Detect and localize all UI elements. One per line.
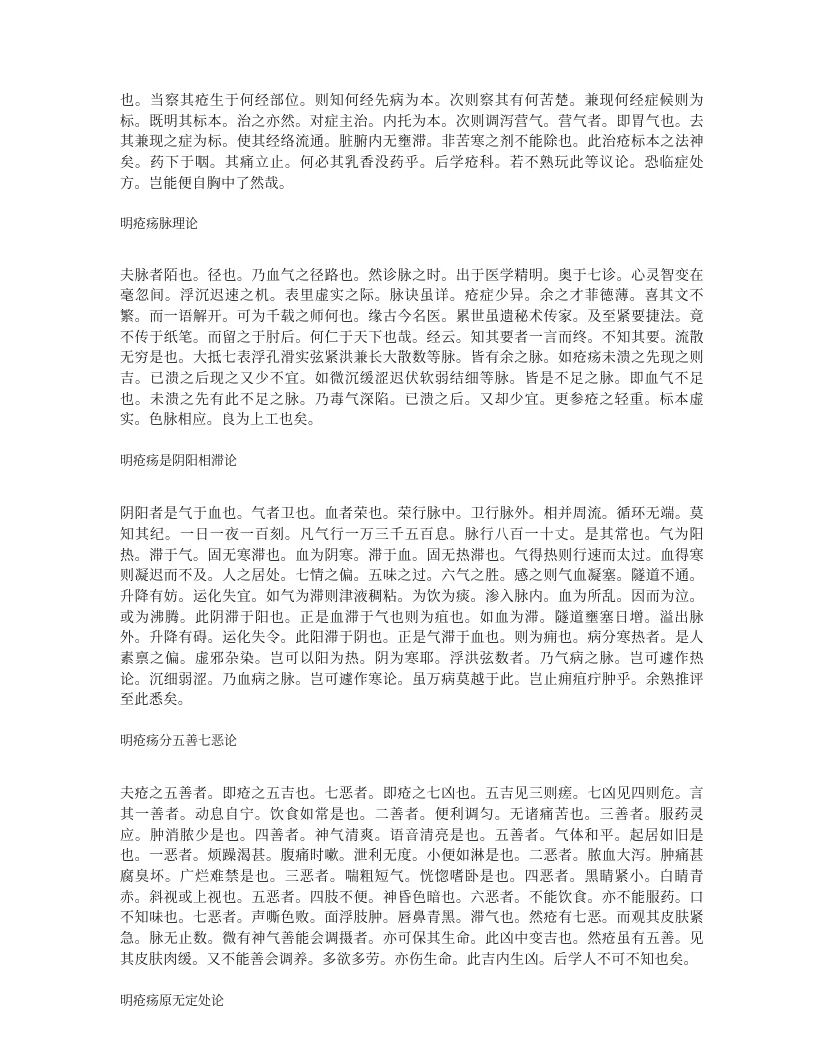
document-page — [120, 91, 704, 1012]
section-heading: 明疮疡分五善七恶论 — [120, 734, 238, 750]
section-heading: 明疮疡原无定处论 — [120, 993, 225, 1009]
paragraph: 夫脉者陌也。径也。乃血气之径路也。然诊脉之时。出于医学精明。奥于七诊。心灵智变在毫忽间。浮沉迟速之机。表里虚实之际。脉诀虽详。疮症少异。余之才菲德薄。喜其文不繁。而一语解开。可为千载之师何也。缘古今名医。累世虽遗秘术传家。及至紧要捷法。竟不传于纸笔。而留之于肘后。何仁于天下也哉。经云。知其要者一言而终。不知其要。流散无穷是也。大抵七表浮孔滑实弦紧洪兼长大散数等脉。皆有余之脉。如疮疡未溃之先现之则吉。已溃之后现之又少不宜。如微沉缓涩迟伏软弱结细等脉。皆是不足之脉。即血气不足也。未溃之先有此不足之脉。乃毒气深陷。已溃之后。又却少宜。更参疮之轻重。标本虚实。色脉相应。良为上工也矣。 — [120, 267, 704, 429]
section-heading: 明疮疡脉理论 — [120, 216, 199, 232]
paragraph: 夫疮之五善者。即疮之五吉也。七恶者。即疮之七凶也。五吉见三则瘥。七凶见四则危。言其一善者。动息自宁。饮食如常是也。二善者。便利调匀。无诸痛苦也。三善者。服药灵应。肿消脓少是也。四善者。神气清爽。语音清亮是也。五善者。气体和平。起居如旧是也。一恶者。烦躁渴甚。腹痛时嗽。泄利无度。小便如淋是也。二恶者。脓血大泻。肿痛甚腐臭坏。广烂难禁是也。三恶者。喘粗短气。恍惚嗜卧是也。四恶者。黑睛紧小。白睛青赤。斜视或上视也。五恶者。四肢不便。神昏色暗也。六恶者。不能饮食。亦不能服药。口不知味也。七恶者。声嘶色败。面浮肢肿。唇鼻青黑。滞气也。然疮有七恶。而观其皮肤紧急。脉无止数。微有神气善能会调摄者。亦可保其生命。此凶中变吉也。然疮虽有五善。见其皮肤肉缓。又不能善会调养。多欲多劳。亦伤生命。此吉内生凶。后学人不可不知也矣。 — [120, 786, 704, 968]
section-heading: 明疮疡是阴阳相滞论 — [120, 454, 238, 470]
paragraph: 也。当察其疮生于何经部位。则知何经先病为本。次则察其有何苦楚。兼现何经症候则为标。既明其标本。治之亦然。对症主治。内托为本。次则调泻营气。营气者。即胃气也。去其兼现之症为标。使其经络流通。脏腑内无壅滞。非苦寒之剂不能除也。此治疮标本之法神矣。药下于咽。其痛立止。何必其乳香没药乎。后学疮科。若不熟玩此等议论。恐临症处方。岂能便自胸中了然哉。 — [120, 93, 704, 192]
paragraph: 阴阳者是气于血也。气者卫也。血者荣也。荣行脉中。卫行脉外。相并周流。循环无端。莫知其纪。一日一夜一百刻。凡气行一万三千五百息。脉行八百一十丈。是其常也。气为阳热。滞于气。固无寒滞也。血为阴寒。滞于血。固无热滞也。气得热则行速而太过。血得寒则凝迟而不及。人之居处。七情之偏。五味之过。六气之胜。感之则气血凝塞。隧道不通。升降有妨。运化失宜。如气为滞则津液稠粘。为饮为痰。渗入脉内。血为所乱。因而为泣。或为沸腾。此阴滞于阳也。正是血滞于气也则为疽也。如血为滞。隧道壅塞日增。溢出脉外。升降有碍。运化失令。此阳滞于阴也。正是气滞于血也。则为痈也。病分寒热者。是人素禀之偏。虚邪杂染。岂可以阳为热。阴为寒耶。浮洪弦数者。乃气病之脉。岂可遽作热论。沉细弱涩。乃血病之脉。岂可遽作寒论。虽万病莫越于此。岂止痈疽疔肿乎。余熟推评至此悉矣。 — [120, 506, 704, 709]
